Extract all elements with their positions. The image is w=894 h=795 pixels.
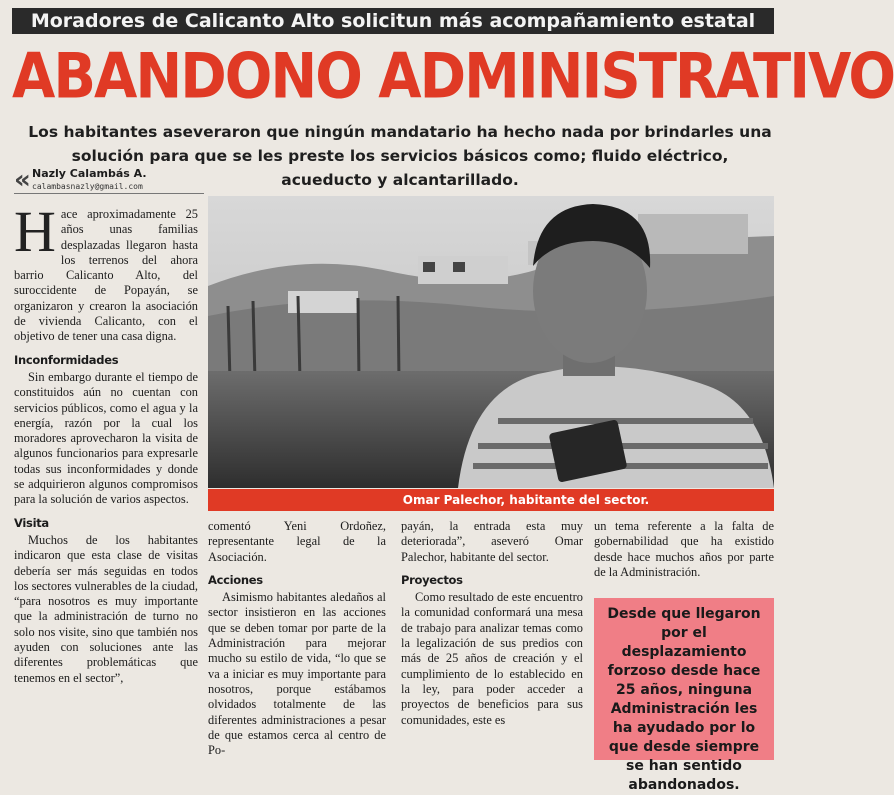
pull-quote-box: Desde que llegaron por el desplazamiento forzoso desde hace 25 años, ninguna Administración les ha ayudado por lo que desde siempre se han sentido abandonados. — [594, 598, 774, 760]
article-column-2 — [208, 519, 386, 758]
intro-paragraph: Hace aproximadamente 25 años unas familias desplazadas llegaron hasta los terrenos del ahora barrio Calicanto Alto, del suroccidente de Popayán, se organizaron y crearon la asociación de vivienda Calicanto, con el objetivo de tener una casa digna. — [14, 199, 198, 344]
paragraph: comentó Yeni Ordoñez, representante legal de la Asociación. — [208, 519, 386, 564]
byline-email: calambasnazly@gmail.com — [14, 181, 204, 194]
paragraph: Como resultado de este encuentro la comunidad conformará una mesa de trabajo para analizar temas como la legalización de sus predios con más de 25 años de creación y el cumplimiento de lo establecido en la ley, para poder acceder a proyectos de beneficios para sus comunidades, este es — [401, 590, 583, 727]
drop-cap: H — [14, 199, 56, 264]
photo-illustration — [208, 196, 774, 488]
headline: ABANDONO ADMINISTRATIVO — [12, 40, 894, 114]
section-title-acciones: Acciones — [208, 572, 263, 587]
subheadline: Los habitantes aseveraron que ningún mandatario ha hecho nada por brindarles una solución para que se les preste los servicios básicos como; fluido eléctrico, acueducto y alcantarillado. — [28, 123, 772, 189]
photo-caption: Omar Palechor, habitante del sector. — [208, 489, 774, 511]
article-column-3 — [401, 519, 583, 728]
section-title-inconformidades: Inconformidades — [14, 352, 119, 367]
kicker-banner: Moradores de Calicanto Alto solicitun más acompañamiento estatal — [12, 8, 774, 34]
paragraph: un tema referente a la falta de gobernabilidad que ha existido desde hace muchos años por parte de la Administración. — [594, 519, 774, 579]
paragraph: Asimismo habitantes aledaños al sector insistieron en las acciones que se deben tomar por parte de la Administración para mejorar mucho su estilo de vida, “lo que se va a iniciar es muy importante para nosotros, porque estábamos olvidados totalmente de las diferentes administraciones a pesar de que estamos cerca al centro de Po- — [208, 590, 386, 758]
article-column-4 — [594, 519, 774, 580]
paragraph: payán, la entrada esta muy deteriorada”, aseveró Omar Palechor, habitante del sector. — [401, 519, 583, 564]
paragraph: Sin embargo durante el tiempo de constituidos aún no cuentan con servicios públicos, como el agua y la energía, razón por la cual los moradores aprovecharon la visita de algunos funcionarios para expresarle todas sus inconformidades y donde se adquirieron algunos compromisos para la solución de varios aspectos. — [14, 369, 198, 507]
section-title-visita: Visita — [14, 515, 49, 530]
article-column-1 — [14, 199, 198, 686]
section-title-proyectos: Proyectos — [401, 572, 463, 587]
photo-omar-palechor — [208, 196, 774, 488]
paragraph: Muchos de los habitantes indicaron que esta clase de visitas debería ser más seguidas en todos los sectores vulnerables de la ciudad, “para nosotros es muy importante que la administración de turno no solo nos visite, sino que también nos ayuden con soluciones ante las diferentes problemáticas que tenemos en el sector”, — [14, 532, 198, 685]
double-chevron-icon: « — [14, 165, 31, 195]
byline — [14, 167, 204, 194]
byline-author: Nazly Calambás A. — [32, 167, 147, 180]
